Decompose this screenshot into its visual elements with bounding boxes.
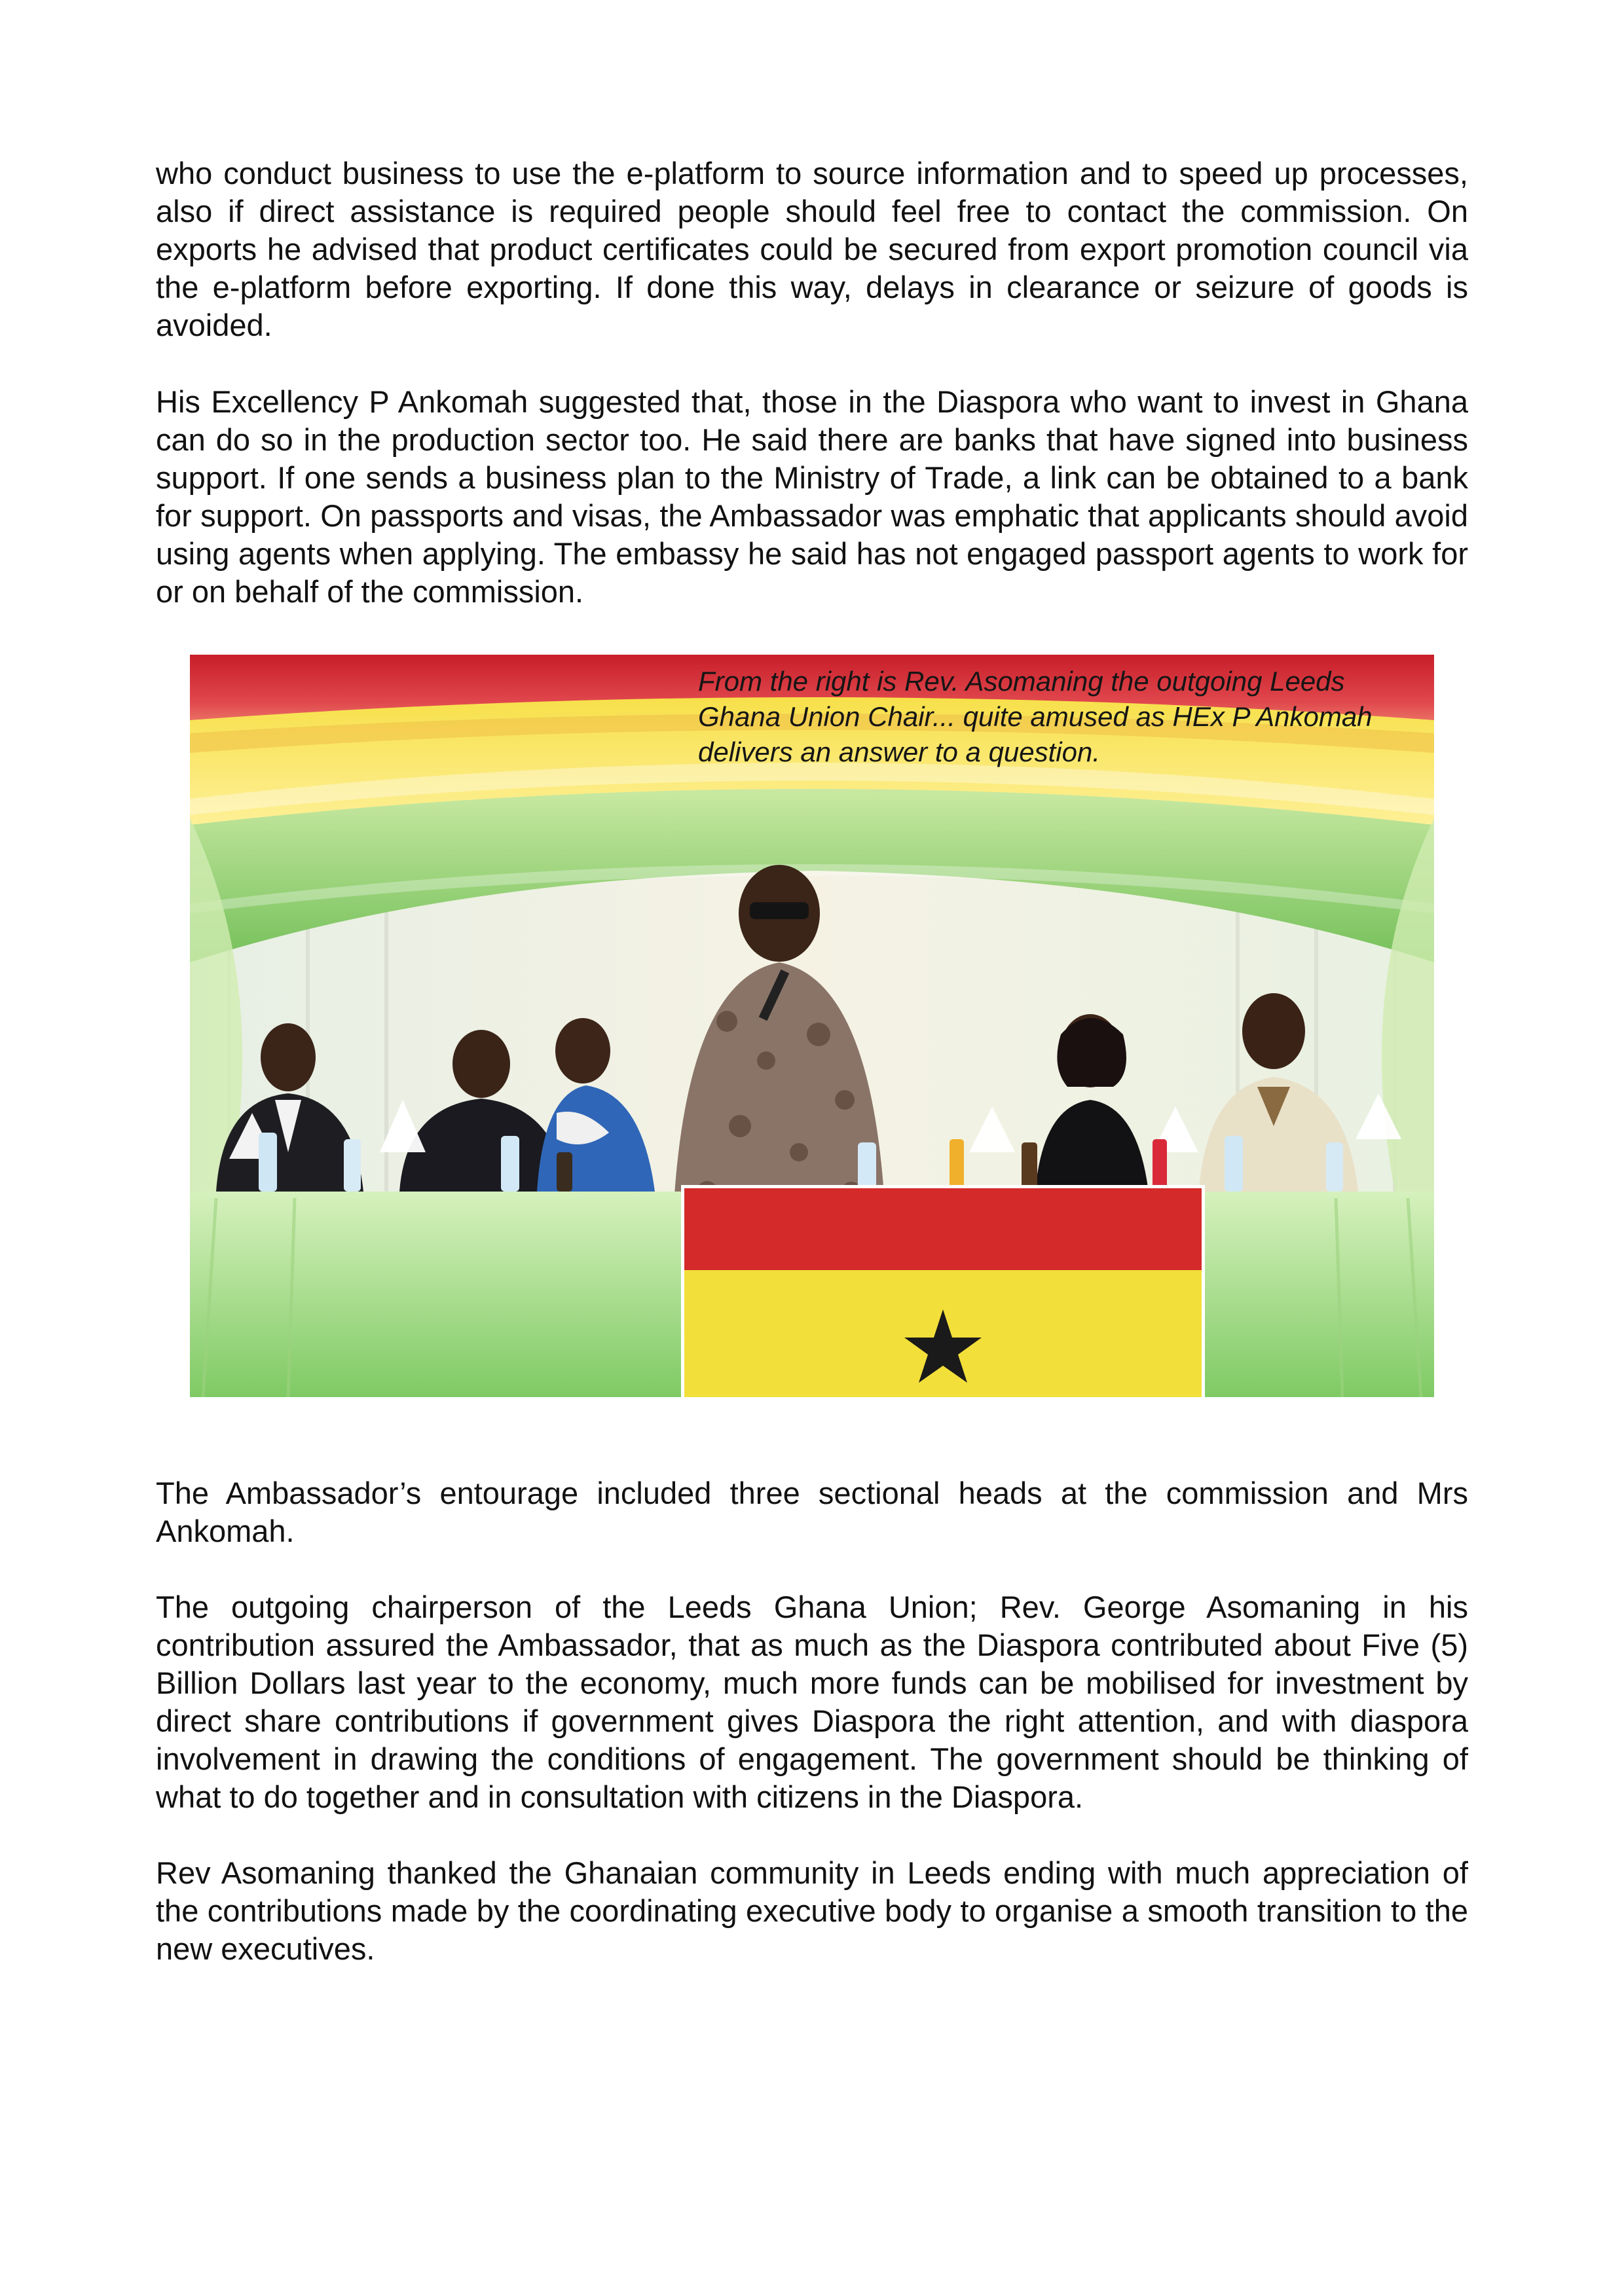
ghana-flag-icon — [681, 1185, 1205, 1397]
paragraph-asomaning-thanks: Rev Asomaning thanked the Ghanaian community in Leeds ending with much appreciation of the contributions made by the coordinating executive body to organise a smooth transition to the new executives. — [156, 1855, 1468, 1966]
paragraph-entourage: The Ambassador’s entourage included three sectional heads at the commission and Mrs Ankomah. — [156, 1476, 1468, 1548]
paragraph-investment-advice: His Excellency P Ankomah suggested that, those in the Diaspora who want to invest in Ghana can do so in the production sector too. He said there are banks that have signed into business support. If one sends a business plan to the Ministry of Trade, a link can be obtained to a bank for support. On passports and visas, the Ambassador was emphatic that applicants should avoid using agents when applying. The embassy he said has not engaged passport agents to work for or on behalf of the commission. — [156, 384, 1468, 609]
paragraph-exports-advice: who conduct business to use the e-platform to source information and to speed up processes, also if direct assistance is required people should feel free to contact the commission. On exports he advised that product certificates could be secured from export promotion council via the e-platform before exporting. If done this way, delays in clearance or seizure of goods is avoided. — [156, 156, 1468, 342]
photo-caption: From the right is Rev. Asomaning the outgoing Leeds Ghana Union Chair... quite amused as HEx P Ankomah delivers an answer to a question. — [698, 666, 1373, 767]
paragraph-asomaning-contribution: The outgoing chairperson of the Leeds Ghana Union; Rev. George Asomaning in his contribution assured the Ambassador, that as much as the Diaspora contributed about Five (5) Billion Dollars last year to the economy, much more funds can be mobilised for investment by direct share contributions if government gives Diaspora the right attention, and with diaspora involvement in drawing the conditions of engagement. The government should be thinking of what to do together and in consultation with citizens in the Diaspora. — [156, 1590, 1468, 1814]
